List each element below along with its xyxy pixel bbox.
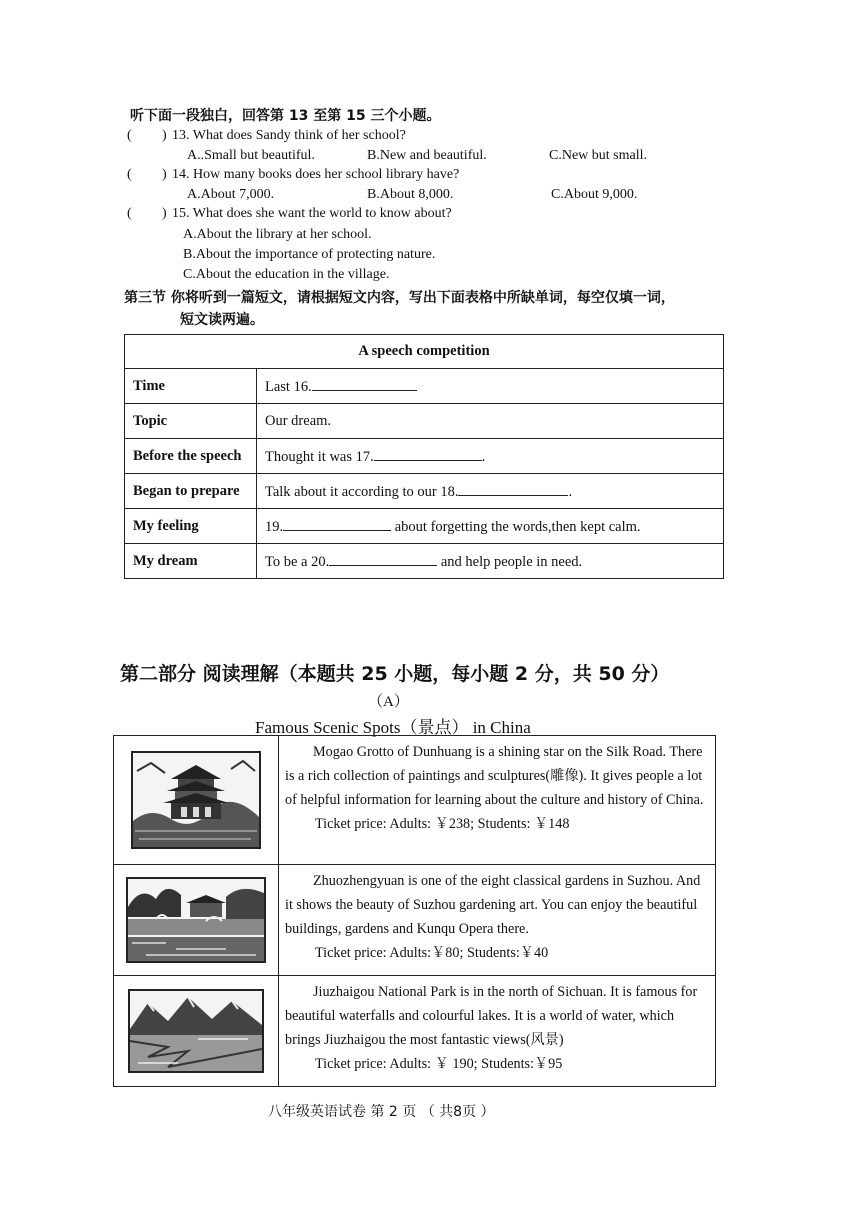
option-c: C.About 9,000. bbox=[551, 187, 638, 202]
question-stem: 13. What does Sandy think of her school? bbox=[172, 128, 406, 143]
option-c: C.About the education in the village. bbox=[183, 267, 390, 282]
section3-instruction: 第三节 你将听到一篇短文，请根据短文内容，写出下面表格中所缺单词，每空仅填一词， bbox=[124, 290, 675, 306]
spot-text: Zhuozhengyuan is one of the eight classical gardens in Suzhou. And it shows the beauty of Suzhou gardening art. You can enjoy the beautiful buildings, gardens and Kunqu Opera there. bbox=[285, 873, 701, 937]
row-text: 19. bbox=[265, 519, 284, 535]
ticket-price: Ticket price: Adults: ￥238; Students: ￥148 bbox=[315, 816, 570, 832]
passage-title: Famous Scenic Spots（景点） in China bbox=[255, 718, 531, 737]
row-content bbox=[257, 474, 724, 509]
listening-instruction: 听下面一段独白，回答第 13 至第 15 三个小题。 bbox=[130, 108, 441, 124]
pagoda-picture bbox=[131, 751, 261, 849]
answer-paren-close: ) bbox=[162, 167, 167, 182]
answer-paren: ( bbox=[127, 206, 132, 221]
spot-row bbox=[114, 865, 716, 976]
page-footer: 八年级英语试卷 第 2 页 （ 共8页 ） bbox=[268, 1104, 495, 1120]
row-label: Before the speech bbox=[125, 439, 257, 474]
answer-paren: ( bbox=[127, 167, 132, 182]
row-text: Thought it was 17. bbox=[265, 449, 374, 465]
answer-blank-19[interactable] bbox=[283, 516, 391, 531]
row-text-after: . bbox=[568, 484, 573, 500]
lake-picture bbox=[128, 989, 264, 1073]
spot-image-cell bbox=[114, 976, 279, 1087]
spot-text: Mogao Grotto of Dunhuang is a shining star on the Silk Road. There is a rich collection of paintings and sculptures(雕像). It gives people a lot of helpful information for learning about the culture and history of China. bbox=[285, 744, 704, 808]
option-a: A.About the library at her school. bbox=[183, 227, 372, 242]
option-b: B.New and beautiful. bbox=[367, 148, 487, 163]
row-label: My dream bbox=[125, 544, 257, 579]
scenic-spots-table bbox=[113, 735, 716, 1087]
answer-blank-18[interactable] bbox=[458, 481, 568, 496]
answer-paren-close: ) bbox=[162, 128, 167, 143]
table-row bbox=[125, 369, 724, 404]
spot-row bbox=[114, 736, 716, 865]
row-text-after: about forgetting the words,then kept calm. bbox=[391, 519, 641, 535]
row-label: Began to prepare bbox=[125, 474, 257, 509]
ticket-price: Ticket price: Adults:￥80; Students:￥40 bbox=[315, 945, 549, 961]
answer-blank-20[interactable] bbox=[329, 551, 437, 566]
option-b: B.About the importance of protecting nature. bbox=[183, 247, 436, 262]
table-row bbox=[125, 509, 724, 544]
row-content bbox=[257, 544, 724, 579]
answer-blank-16[interactable] bbox=[312, 376, 417, 391]
part2-heading: 第二部分 阅读理解（本题共 25 小题，每小题 2 分，共 50 分） bbox=[120, 663, 670, 685]
table-title: A speech competition bbox=[125, 335, 724, 369]
passage-label: （A） bbox=[368, 694, 409, 710]
row-text: To be a 20. bbox=[265, 554, 330, 570]
spot-text: Jiuzhaigou National Park is in the north of Sichuan. It is famous for beautiful waterfalls and colourful lakes. It is a world of water, which brings Jiuzhaigou the most fantastic views(风景) bbox=[285, 984, 698, 1048]
option-b: B.About 8,000. bbox=[367, 187, 454, 202]
answer-paren: ( bbox=[127, 128, 132, 143]
row-text-after: and help people in need. bbox=[437, 554, 583, 570]
spot-image-cell bbox=[114, 736, 279, 865]
spot-description bbox=[279, 865, 716, 976]
option-a: A..Small but beautiful. bbox=[187, 148, 315, 163]
row-content: Our dream. bbox=[257, 404, 724, 439]
table-row bbox=[125, 544, 724, 579]
table-row bbox=[125, 439, 724, 474]
section3-instruction-cont: 短文读两遍。 bbox=[180, 312, 264, 328]
row-text: Last 16. bbox=[265, 379, 312, 395]
spot-description bbox=[279, 736, 716, 865]
answer-blank-17[interactable] bbox=[374, 446, 482, 461]
spot-description bbox=[279, 976, 716, 1087]
question-stem: 14. How many books does her school library have? bbox=[172, 167, 460, 182]
table-row bbox=[125, 474, 724, 509]
row-text: Talk about it according to our 18. bbox=[265, 484, 459, 500]
table-row bbox=[125, 404, 724, 439]
answer-paren-close: ) bbox=[162, 206, 167, 221]
option-a: A.About 7,000. bbox=[187, 187, 275, 202]
spot-row bbox=[114, 976, 716, 1087]
row-content bbox=[257, 509, 724, 544]
ticket-price: Ticket price: Adults: ￥ 190; Students:￥95 bbox=[315, 1056, 563, 1072]
spot-image-cell bbox=[114, 865, 279, 976]
row-label: Topic bbox=[125, 404, 257, 439]
question-stem: 15. What does she want the world to know about? bbox=[172, 206, 452, 221]
row-content bbox=[257, 369, 724, 404]
row-label: Time bbox=[125, 369, 257, 404]
row-label: My feeling bbox=[125, 509, 257, 544]
garden-picture bbox=[126, 877, 266, 963]
option-c: C.New but small. bbox=[549, 148, 647, 163]
row-content bbox=[257, 439, 724, 474]
row-text-after: . bbox=[481, 449, 486, 465]
speech-table bbox=[124, 334, 724, 579]
